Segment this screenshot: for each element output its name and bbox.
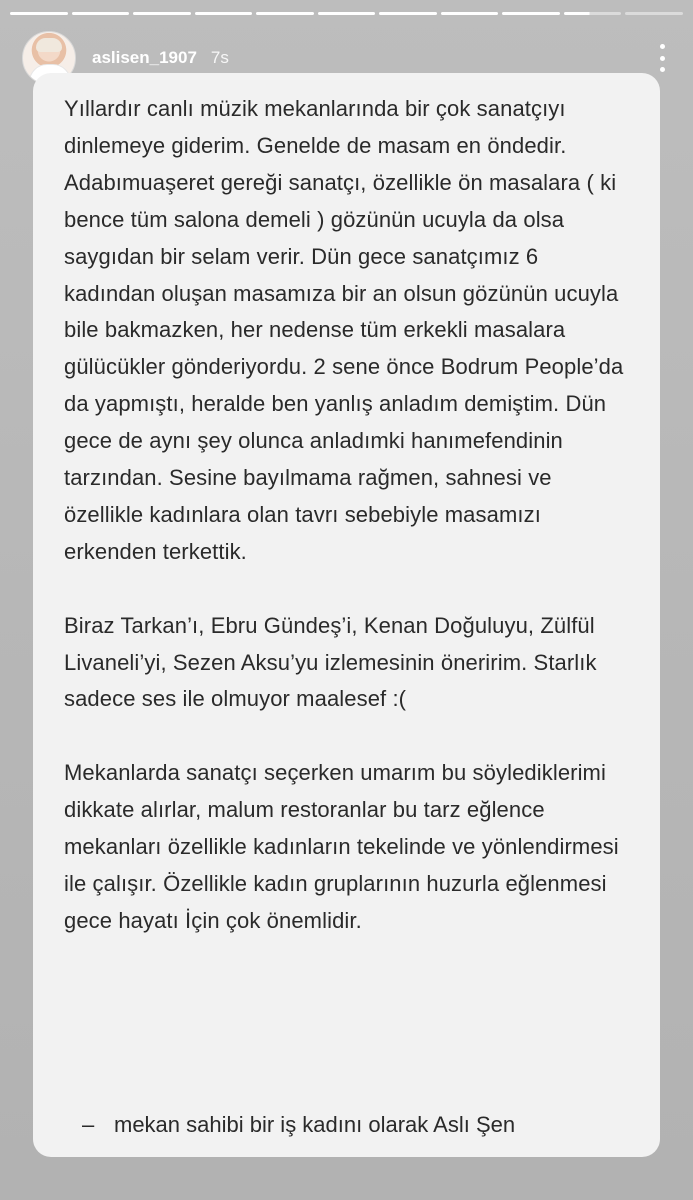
more-dot — [660, 44, 665, 49]
story-progress-bar — [10, 12, 683, 15]
more-vertical-icon[interactable] — [659, 44, 665, 72]
signature-dash: – — [82, 1112, 95, 1137]
story-progress-segment — [195, 12, 253, 15]
story-progress-segment — [441, 12, 499, 15]
avatar-hair — [36, 38, 62, 52]
signature-text: mekan sahibi bir iş kadını olarak Aslı Şen — [114, 1112, 516, 1137]
story-progress-segment — [133, 12, 191, 15]
more-dot — [660, 56, 665, 61]
story-progress-segment — [625, 12, 683, 15]
signature — [82, 1112, 515, 1138]
story-progress-segment-active — [564, 12, 622, 15]
paragraph-gap — [64, 571, 626, 608]
paragraph-2: Biraz Tarkan’ı, Ebru Gündeş’i, Kenan Doğuluyu, Zülfül Livaneli’yi, Sezen Aksu’yu izlemesinin öneririm. Starlık sadece ses ile olmuyor maalesef :( — [64, 612, 597, 712]
more-dot — [660, 67, 665, 72]
username[interactable]: aslisen_1907 — [92, 48, 197, 67]
story-text-card — [33, 73, 660, 1157]
story-progress-segment — [379, 12, 437, 15]
post-time: 7s — [210, 48, 229, 67]
story-progress-segment — [502, 12, 560, 15]
paragraph-1: Yıllardır canlı müzik mekanlarında bir çok sanatçıyı dinlemeye giderim. Genelde de masam en öndedir. Adabımuaşeret gereği sanatçı, özellikle ön masalara ( ki bence tüm salona demeli ) gözünün ucuyla da olsa saygıdan bir selam verir. Dün gece sanatçımız 6 kadından oluşan masamıza bir an olsun gözünün ucuyla bile bakmazken, her nedense tüm erkekli masalara gülücükler gönderiyordu. 2 sene önce Bodrum People’da da yapmıştı, heralde ben yanlış anladım demiştim. Dün gece de aynı şey olunca anladımki hanımefendinin tarzından. Sesine bayılmama rağmen, sahnesi ve özellikle kadınlara olan tavrı sebebiyle masamızı erkenden terkettik. — [64, 96, 624, 564]
story-progress-segment — [10, 12, 68, 15]
story-progress-segment — [318, 12, 376, 15]
story-progress-segment — [256, 12, 314, 15]
story-progress-segment — [72, 12, 130, 15]
paragraph-gap — [64, 718, 626, 755]
paragraph-3: Mekanlarda sanatçı seçerken umarım bu söylediklerimi dikkate alırlar, malum restoranlar bu tarz eğlence mekanları özellikle kadınların tekelinde ve yönlendirmesi ile çalışır. Özellikle kadın gruplarının huzurla eğlenmesi gece hayatı İçin çok önemlidir. — [64, 760, 619, 933]
